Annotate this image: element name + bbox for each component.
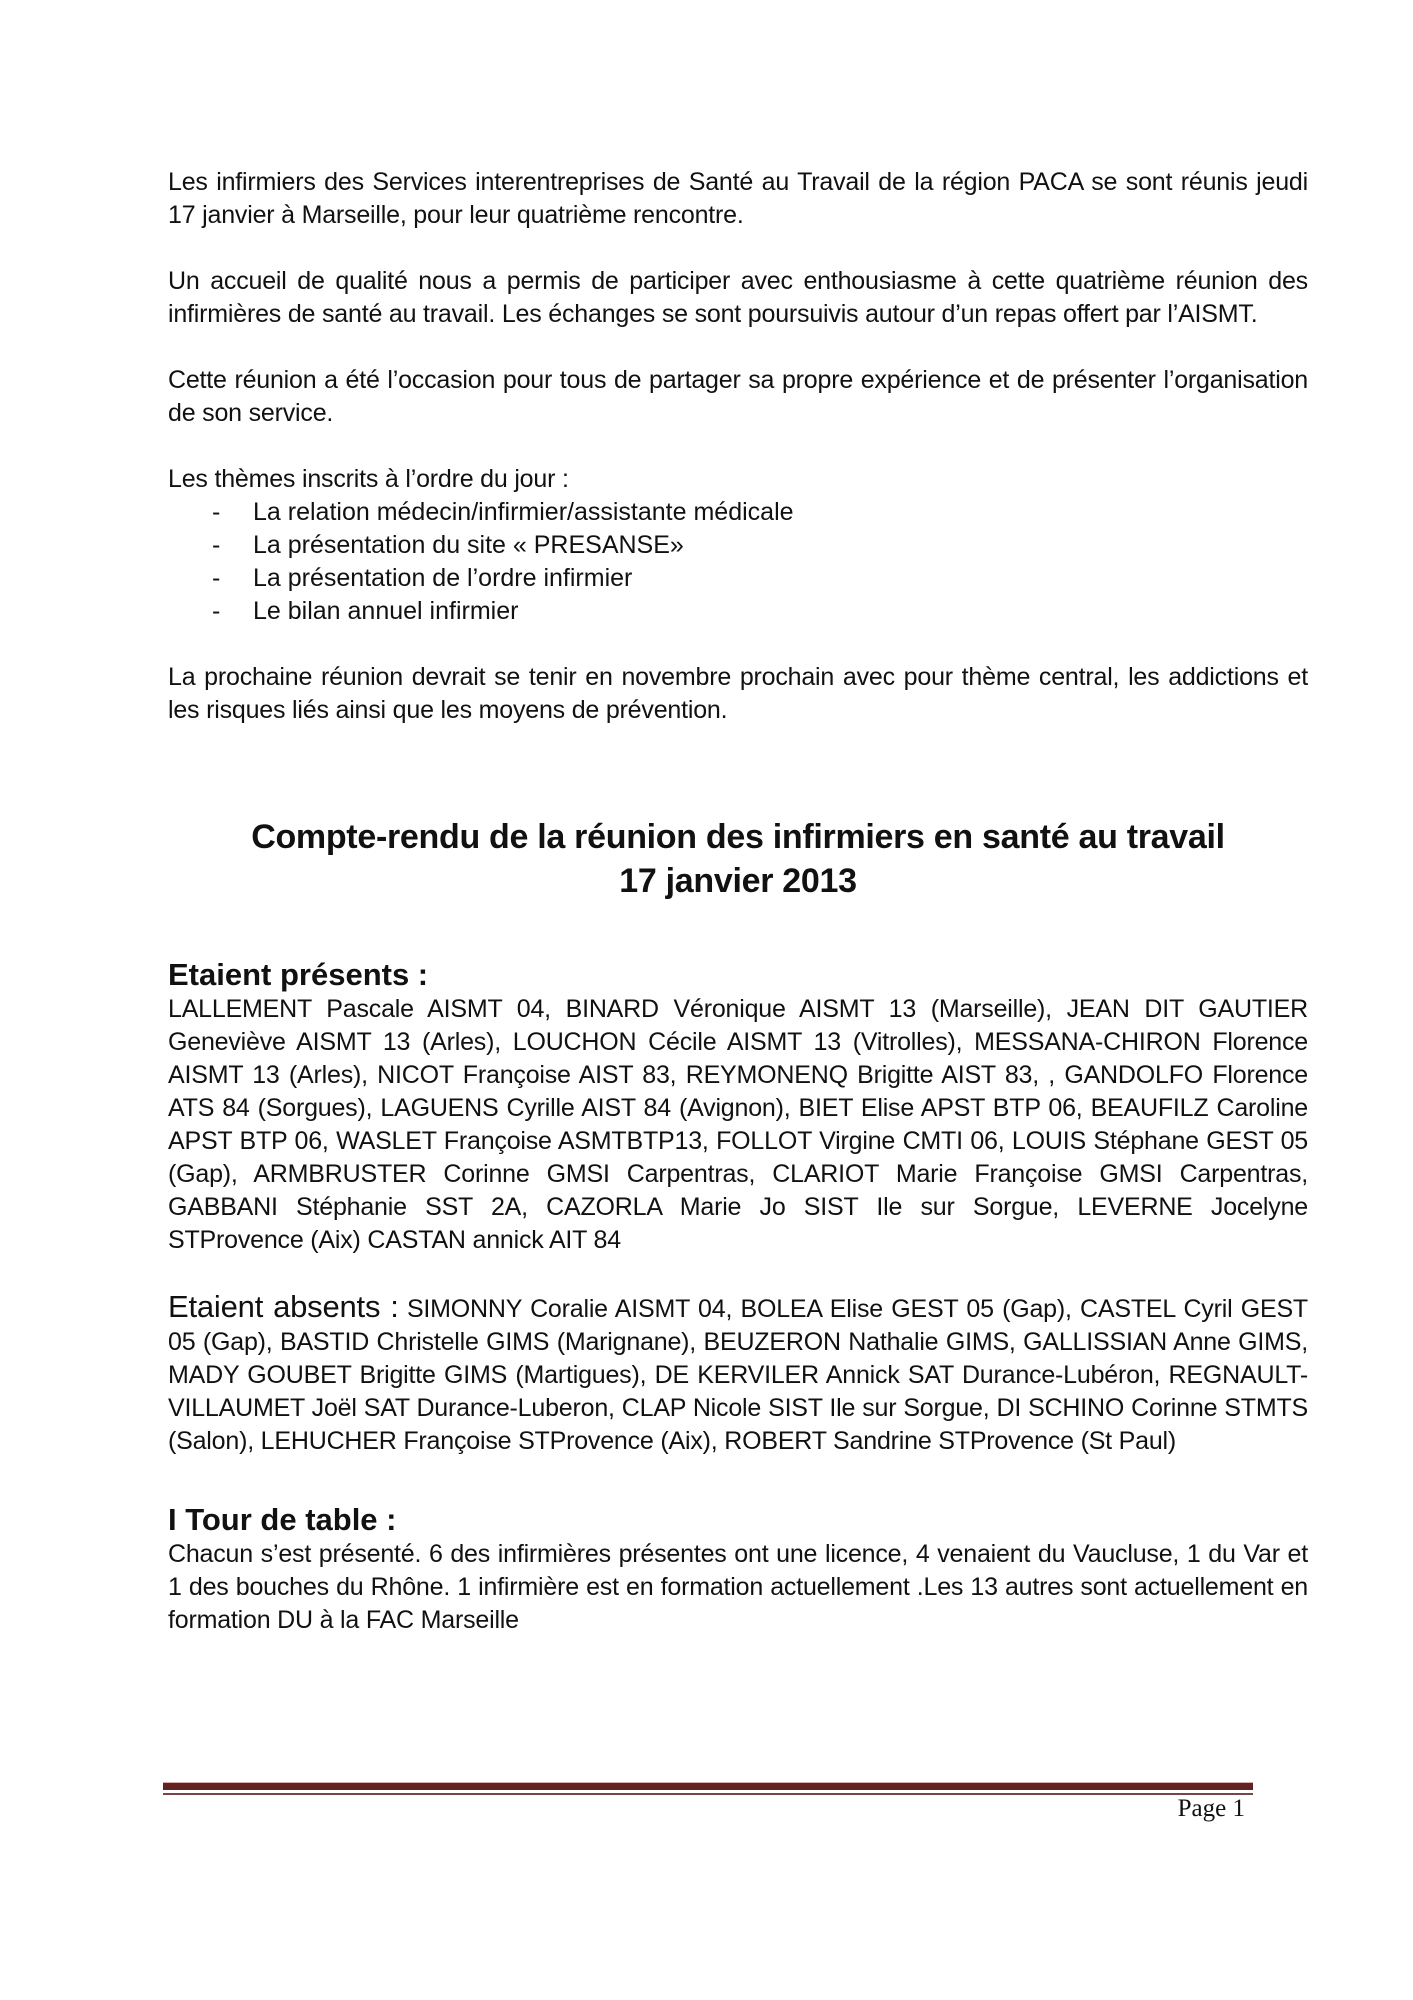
footer-rule-thick	[163, 1782, 1253, 1790]
spacer	[168, 232, 1308, 265]
report-title: Compte-rendu de la réunion des infirmiers en santé au travail	[251, 818, 1225, 856]
tour-paragraph: Chacun s’est présenté. 6 des infirmières présentes ont une licence, 4 venaient du Vaucluse, 1 du Var et 1 des bouches du Rhône. 1 infirmière est en formation actuellement .Les 13 autres sont actuellement en formation DU à la FAC Marseille	[168, 1540, 1308, 1634]
themes-list	[168, 496, 1308, 628]
theme-label: La présentation de l’ordre infirmier	[253, 564, 633, 592]
theme-item	[168, 529, 1308, 562]
list-bullet: -	[212, 597, 221, 625]
theme-label: La présentation du site « PRESANSE»	[253, 531, 684, 559]
spacer	[168, 331, 1308, 364]
theme-item	[168, 595, 1308, 628]
absent-heading: Etaient absents :	[168, 1289, 399, 1324]
intro-paragraph-3: Cette réunion a été l’occasion pour tous de partager sa propre expérience et de présenter l’organisation de son service.	[168, 366, 1308, 427]
tour-heading: I Tour de table :	[168, 1502, 397, 1537]
spacer	[168, 1458, 1308, 1502]
intro-paragraph-4: La prochaine réunion devrait se tenir en novembre prochain avec pour thème central, les addictions et les risques liés ainsi que les moyens de prévention.	[168, 663, 1308, 724]
spacer	[168, 628, 1308, 661]
theme-item	[168, 496, 1308, 529]
spacer	[168, 1257, 1308, 1290]
present-heading: Etaient présents :	[168, 957, 429, 992]
footer-rule-thin	[163, 1793, 1253, 1795]
absent-paragraph	[168, 1290, 1308, 1458]
spacer	[168, 430, 1308, 463]
page-content	[168, 166, 1308, 1637]
intro-paragraph-1: Les infirmiers des Services interentreprises de Santé au Travail de la région PACA se sont réunis jeudi 17 janvier à Marseille, pour leur quatrième rencontre.	[168, 168, 1308, 229]
page-number: Page 1	[1177, 1795, 1245, 1822]
list-bullet: -	[212, 498, 221, 526]
report-date: 17 janvier 2013	[619, 862, 857, 900]
spacer	[168, 903, 1308, 957]
theme-item	[168, 562, 1308, 595]
theme-label: La relation médecin/infirmier/assistante médicale	[253, 498, 794, 526]
list-bullet: -	[212, 531, 221, 559]
themes-intro: Les thèmes inscrits à l’ordre du jour :	[168, 465, 569, 493]
spacer	[168, 727, 1308, 815]
intro-paragraph-2: Un accueil de qualité nous a permis de participer avec enthousiasme à cette quatrième réunion des infirmières de santé au travail. Les échanges se sont poursuivis autour d’un repas offert par l’AISMT.	[168, 267, 1308, 328]
footer-rule	[163, 1782, 1253, 1795]
list-bullet: -	[212, 564, 221, 592]
present-list: LALLEMENT Pascale AISMT 04, BINARD Véronique AISMT 13 (Marseille), JEAN DIT GAUTIER Geneviève AISMT 13 (Arles), LOUCHON Cécile AISMT 13 (Vitrolles), MESSANA-CHIRON Florence AISMT 13 (Arles), NICOT Françoise AIST 83, REYMONENQ Brigitte AIST 83, , GANDOLFO Florence ATS 84 (Sorgues), LAGUENS Cyrille AIST 84 (Avignon), BIET Elise APST BTP 06, BEAUFILZ Caroline APST BTP 06, WASLET Françoise ASMTBTP13, FOLLOT Virgine CMTI 06, LOUIS Stéphane GEST 05 (Gap), ARMBRUSTER Corinne GMSI Carpentras, CLARIOT Marie Françoise GMSI Carpentras, GABBANI Stéphanie SST 2A, CAZORLA Marie Jo SIST Ile sur Sorgue, LEVERNE Jocelyne STProvence (Aix) CASTAN annick AIT 84	[168, 995, 1308, 1254]
theme-label: Le bilan annuel infirmier	[253, 597, 519, 625]
absent-list: SIMONNY Coralie AISMT 04, BOLEA Elise GEST 05 (Gap), CASTEL Cyril GEST 05 (Gap), BASTID Christelle GIMS (Marignane), BEUZERON Nathalie GIMS, GALLISSIAN Anne GIMS, MADY GOUBET Brigitte GIMS (Martigues), DE KERVILER Annick SAT Durance-Lubéron, REGNAULT-VILLAUMET Joël SAT Durance-Luberon, CLAP Nicole SIST Ile sur Sorgue, DI SCHINO Corinne STMTS (Salon), LEHUCHER Françoise STProvence (Aix), ROBERT Sandrine STProvence (St Paul)	[168, 1295, 1309, 1455]
